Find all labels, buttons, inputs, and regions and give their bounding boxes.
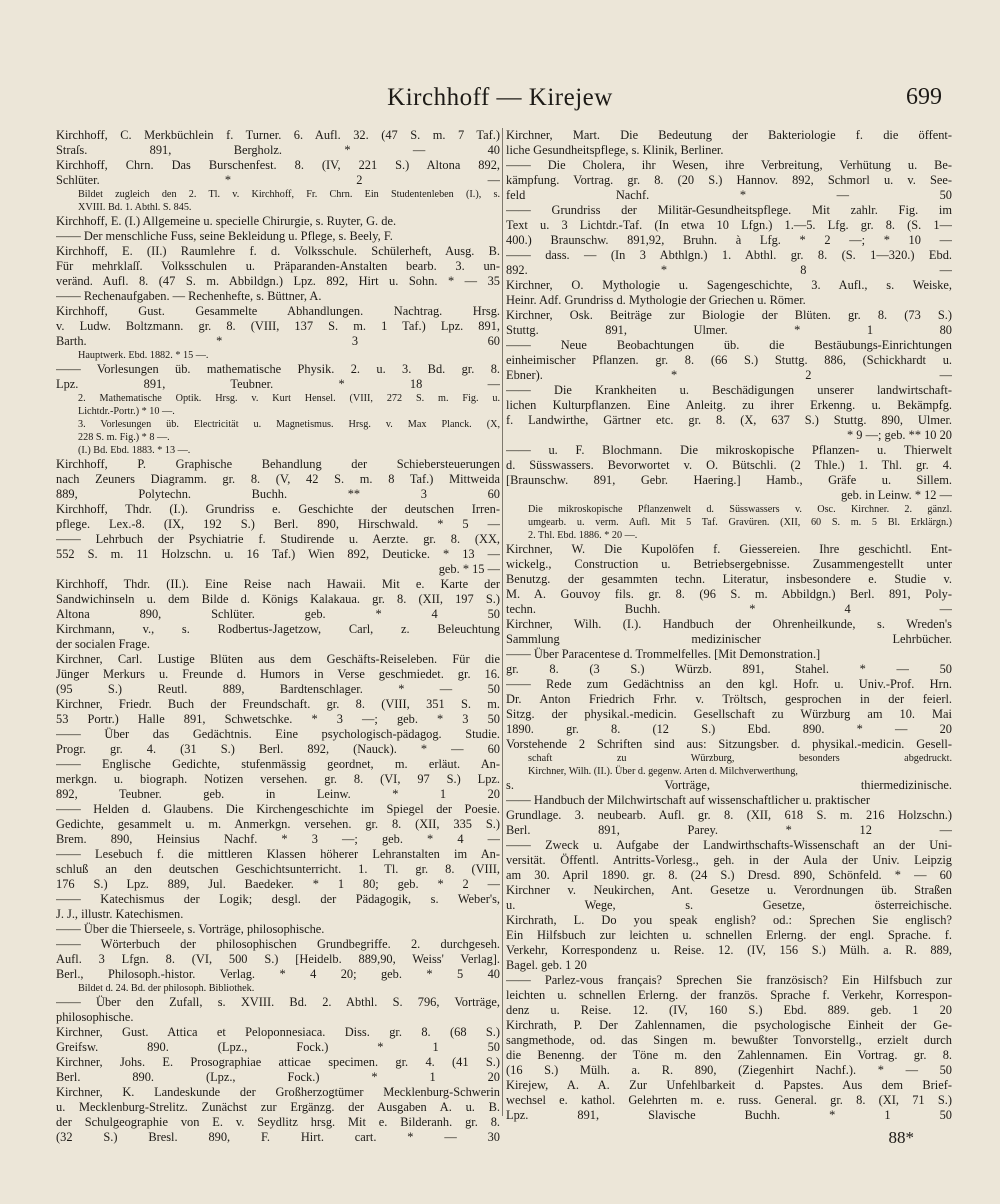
entry-line: —— Vorlesungen üb. mathematische Physik. 2. u. 3. Bd. gr. 8.: [56, 362, 500, 376]
entry-line: Kirchner, Wilh. (II.). Über d. gegenw. Arten d. Milchverwerthung,: [528, 766, 798, 777]
entry-line: Kirchhoff, Gust. Gesammelte Abhandlungen. Nachtrag. Hrsg.: [56, 304, 500, 318]
entry-line: —— Rede zum Gedächtniss an den kgl. Hofr. u. Univ.-Prof. Hrn.: [506, 677, 952, 691]
entry-line: Kirchmann, v., s. Rodbertus-Jagetzow, Carl, z. Beleuchtung: [56, 622, 500, 636]
entry-line: leichten u. schnellen Erlerng. der französ. Sprache f. Verkehr, Korrespon-: [506, 988, 952, 1002]
entry-line: u. Mecklenburg-Strelitz. Zunächst zur Ergänzg. der Ausgaben A. u. B.: [56, 1100, 500, 1114]
entry-line: der socialen Frage.: [56, 637, 150, 651]
entry-line: Altona 890, Schlüter. geb. * 4 50: [56, 607, 500, 621]
entry-line: —— Grundriss der Militär-Gesundheitspflege. Mit zahlr. Fig. im: [506, 203, 952, 217]
entry-line: gr. 8. (3 S.) Würzb. 891, Stahel. * — 50: [506, 662, 952, 676]
entry-line: Brem. 890, Heinsius Nachf. * 3 —; geb. * 4 —: [56, 832, 500, 846]
entry-line: (95 S.) Reutl. 889, Bardtenschlager. * — 50: [56, 682, 500, 696]
entry-line: 228 S. m. Fig.) * 8 —.: [78, 432, 170, 443]
entry-line: liche Gesundheitspflege, s. Klinik, Berliner.: [506, 143, 724, 157]
entry-line: Kirchhoff, Thdr. (II.). Eine Reise nach Hawaii. Mit e. Karte der: [56, 577, 500, 591]
entry-line: u. Wege, s. Gesetze, österreichische.: [506, 898, 952, 912]
entry-line: Sammlung medizinischer Lehrbücher.: [506, 632, 952, 646]
entry-line: Kirchner, Johs. E. Prosographiae atticae specimen. gr. 4. (41 S.): [56, 1055, 500, 1069]
entry-line: * 9 —; geb. ** 10 20: [847, 428, 952, 442]
entry-line: Kirchner, Mart. Die Bedeutung der Bakteriologie f. die öffent-: [506, 128, 952, 142]
entry-line: 3. Vorlesungen üb. Electricität u. Magnetismus. Hrsg. v. Max Planck. (X,: [78, 419, 500, 430]
entry-line: J. J., illustr. Katechismen.: [56, 907, 184, 921]
entry-line: Vorstehende 2 Schriften sind aus: Sitzungsber. d. physikal.-medicin. Gesell-: [506, 737, 952, 751]
entry-line: wechsel e. kathol. Gelehrten m. e. russ. General. gr. 8. (XI, 71 S.): [506, 1093, 952, 1107]
entry-line: s. Vorträge, thiermedizinische.: [506, 778, 952, 792]
entry-line: —— Lehrbuch der Psychiatrie f. Studirende u. Aerzte. gr. 8. (XX,: [56, 532, 500, 546]
entry-line: Die mikroskopische Pflanzenwelt d. Süsswassers v. Osc. Kirchner. 2. gänzl.: [528, 504, 952, 515]
entry-line: Jünger Merkurs u. Freunde d. Humors in Verse geschmiedet. gr. 16.: [56, 667, 500, 681]
entry-line: Kirchner v. Neukirchen, Ant. Gesetze u. Verordnungen üb. Straßen: [506, 883, 952, 897]
entry-line: versität. Öffentl. Antritts-Vorlesg., geh. in der Aula der Univ. Leipzig: [506, 853, 952, 867]
entry-line: —— u. F. Blochmann. Die mikroskopische Pflanzen- u. Thierwelt: [506, 443, 952, 457]
entry-line: umgearb. u. verm. Aufl. Mit 5 Taf. Gravüren. (XII, 60 S. m. 5 Bl. Erklärgn.): [528, 517, 952, 528]
right-column: [506, 128, 952, 1123]
entry-line: Bagel. geb. 1 20: [506, 958, 587, 972]
entry-line: —— Helden d. Glaubens. Die Kirchengeschichte im Spiegel der Poesie.: [56, 802, 500, 816]
entry-line: Kirchner, Carl. Lustige Blüten aus dem Geschäfts-Reiseleben. Für die: [56, 652, 500, 666]
entry-line: Stuttg. 891, Ulmer. * 1 80: [506, 323, 952, 337]
entry-line: 53 Portr.) Halle 891, Schwetschke. * 3 —; geb. * 3 50: [56, 712, 500, 726]
entry-line: 400.) Braunschw. 891,92, Bruhn. à Lfg. * 2 —; * 10 —: [506, 233, 952, 247]
entry-line: 2. Thl. Ebd. 1886. * 20 —.: [528, 530, 638, 541]
page-number: 699: [906, 84, 942, 110]
entry-line: kämpfung. Vortrag. gr. 8. (20 S.) Hannov. 892, Schmorl u. v. See-: [506, 173, 952, 187]
entry-line: Kirchner, Osk. Beiträge zur Biologie der Blüten. gr. 8. (73 S.): [506, 308, 952, 322]
entry-line: —— Der menschliche Fuss, seine Bekleidung u. Pflege, s. Beely, F.: [56, 229, 393, 243]
entry-line: Kirchhoff, E. (II.) Raumlehre f. d. Volksschule. Schülerheft, Ausg. B.: [56, 244, 500, 258]
entry-line: (32 S.) Bresl. 890, F. Hirt. cart. * — 30: [56, 1130, 500, 1144]
entry-line: Sitzg. der physikal.-medicin. Gesellschaft zu Würzburg am 10. Mai: [506, 707, 952, 721]
entry-line: Aufl. 3 Lfgn. 8. (VI, 500 S.) [Heidelb. 889,90, Weiss' Verlag].: [56, 952, 500, 966]
entry-line: Kirejew, A. A. Zur Unfehlbarkeit d. Papstes. Aus dem Brief-: [506, 1078, 952, 1092]
entry-line: —— Die Cholera, ihr Wesen, ihre Verbreitung, Verhütung u. Be-: [506, 158, 952, 172]
entry-line: —— Rechenaufgaben. — Rechenhefte, s. Büttner, A.: [56, 289, 322, 303]
entry-line: veränd. Aufl. 8. (47 S. m. Abbildgn.) Lpz. 892, Hirt u. Sohn. * — 35: [56, 274, 500, 288]
page-header: [0, 84, 1000, 118]
entry-line: Lpz. 891, Slavische Buchh. * 1 50: [506, 1108, 952, 1122]
entry-line: Verkehr, Korrespondenz u. Reise. 12. (IV, 156 S.) Mülh. a. R. 889,: [506, 943, 952, 957]
entry-line: Kirchhoff, E. (I.) Allgemeine u. specielle Chirurgie, s. Ruyter, G. de.: [56, 214, 397, 228]
entry-line: Kirchner, W. Die Kupolöfen f. Giessereien. Ihre geschichtl. Ent-: [506, 542, 952, 556]
entry-line: f. Landwirthe, Gärtner etc. gr. 8. (X, 637 S.) Stuttg. 890, Ulmer.: [506, 413, 952, 427]
entry-line: —— Neue Beobachtungen üb. die Bestäubungs-Einrichtungen: [506, 338, 952, 352]
entry-line: Schlüter. * 2 —: [56, 173, 500, 187]
entry-line: 1890. gr. 8. (12 S.) Ebd. 890. * — 20: [506, 722, 952, 736]
entry-line: 889, Polytechn. Buchh. ** 3 60: [56, 487, 500, 501]
entry-line: Text u. 3 Lichtdr.-Taf. (In etwa 10 Lfgn.) 1.—5. Lfg. gr. 8. (S. 1—: [506, 218, 952, 232]
entry-line: —— Englische Gedichte, stufenmässig geordnet, m. erläut. An-: [56, 757, 500, 771]
entry-line: (16 S.) Mülh. a. R. 890, (Ziegenhirt Nachf.). * — 50: [506, 1063, 952, 1077]
entry-line: 176 S.) Lpz. 889, Jul. Baedeker. * 1 80; geb. * 2 —: [56, 877, 500, 891]
column-divider: [502, 128, 503, 1116]
entry-line: Greifsw. 890. (Lpz., Fock.) * 1 50: [56, 1040, 500, 1054]
entry-line: (I.) Bd. Ebd. 1883. * 13 —.: [78, 445, 191, 456]
entry-line: 892, Teubner. geb. in Leinw. * 1 20: [56, 787, 500, 801]
entry-line: pflege. Lex.-8. (IX, 192 S.) Berl. 890, Hirschwald. * 5 —: [56, 517, 500, 531]
entry-line: —— Über den Zufall, s. XVIII. Bd. 2. Abthl. S. 796, Vorträge,: [56, 995, 500, 1009]
entry-line: Benutzg. der gesammten techn. Literatur, insbesondere e. Studie v.: [506, 572, 952, 586]
entry-line: Gedichte, gesammelt u. m. Anmerkgn. versehen. gr. 8. (XII, 335 S.): [56, 817, 500, 831]
entry-line: merkgn. u. biograph. Notizen versehen. gr. 8. (VI, 97 S.) Lpz.: [56, 772, 500, 786]
entry-line: feld Nachf. * — 50: [506, 188, 952, 202]
running-title: Kirchhoff — Kirejew: [387, 84, 613, 111]
entry-line: Kirchhoff, C. Merkbüchlein f. Turner. 6. Aufl. 32. (47 S. m. 7 Taf.): [56, 128, 500, 142]
entry-line: schaft zu Würzburg, besonders abgedruckt.: [528, 753, 952, 764]
entry-line: —— dass. — (In 3 Abthlgn.) 1. Abthl. gr. 8. (S. 1—320.) Ebd.: [506, 248, 952, 262]
entry-line: XVIII. Bd. 1. Abthl. S. 845.: [78, 202, 192, 213]
entry-line: Für mehrklaſſ. Volksschulen u. Präparanden-Anstalten bearb. 3. un-: [56, 259, 500, 273]
entry-line: —— Über das Gedächtnis. Eine psychologisch-pädagog. Studie.: [56, 727, 500, 741]
entry-line: Sandwichinseln u. dem Bilde d. Königs Kalakaua. gr. 8. (XII, 197 S.): [56, 592, 500, 606]
entry-line: Kirchrath, P. Der Zahlennamen, die psychologische Einheit der Ge-: [506, 1018, 952, 1032]
entry-line: Dr. Anton Friedrich Frhr. v. Tröltsch, gesprochen in der feierl.: [506, 692, 952, 706]
entry-line: nach Zeuners Diagramm. gr. 8. (V, 42 S. m. 8 Taf.) Mittweida: [56, 472, 500, 486]
entry-line: —— Parlez-vous français? Sprechen Sie französisch? Ein Hilfsbuch zur: [506, 973, 952, 987]
entry-line: Bildet zugleich den 2. Tl. v. Kirchhoff, Fr. Chrn. Ein Studentenleben (I.), s.: [78, 189, 500, 200]
entry-line: schluß an den deutschen Geschichtsunterricht. 1. Tl. gr. 8. (VIII,: [56, 862, 500, 876]
entry-line: —— Handbuch der Milchwirtschaft auf wissenschaftlicher u. praktischer: [506, 793, 871, 807]
entry-line: Berl. 891, Parey. * 12 —: [506, 823, 952, 837]
entry-line: philosophische.: [56, 1010, 134, 1024]
entry-line: der Schulgeographie von E. v. Seydlitz hrsg. Mit e. Bilderanh. gr. 8.: [56, 1115, 500, 1129]
entry-line: —— Über Paracentese d. Trommelfelles. [Mit Demonstration.]: [506, 647, 821, 661]
entry-line: wickelg., Construction u. Betriebsergebnisse. Zusammengestellt unter: [506, 557, 952, 571]
entry-line: Kirchner, Wilh. (I.). Handbuch der Ohrenheilkunde, s. Wreden's: [506, 617, 952, 631]
entry-line: einheimischer Pflanzen. gr. 8. (66 S.) Stuttg. 886, (Schickhardt u.: [506, 353, 952, 367]
entry-line: geb. * 15 —: [438, 562, 500, 576]
entry-line: Ein Hilfsbuch zur leichten u. schnellen Erlerng. der engl. Sprache. f.: [506, 928, 952, 942]
entry-line: Kirchner, K. Landeskunde der Großherzogtümer Mecklenburg-Schwerin: [56, 1085, 500, 1099]
left-column: [56, 128, 500, 1145]
entry-line: Kirchhoff, Chrn. Das Burschenfest. 8. (IV, 221 S.) Altona 892,: [56, 158, 500, 172]
entry-line: Bildet d. 24. Bd. der philosoph. Bibliothek.: [78, 983, 255, 994]
entry-line: Heinr. Adf. Grundriss d. Mythologie der Griechen u. Römer.: [506, 293, 806, 307]
entry-line: —— Katechismus der Logik; desgl. der Pädagogik, s. Weber's,: [56, 892, 500, 906]
entry-line: 2. Mathematische Optik. Hrsg. v. Kurt Hensel. (VIII, 272 S. m. Fig. u.: [78, 393, 500, 404]
entry-line: Kirchner, Friedr. Buch der Freundschaft. gr. 8. (VIII, 351 S. m.: [56, 697, 500, 711]
entry-line: Grundlage. 3. neubearb. Aufl. gr. 8. (XII, 618 S. m. 216 Holzschn.): [506, 808, 952, 822]
entry-line: —— Die Krankheiten u. Beschädigungen unserer landwirtschaft-: [506, 383, 952, 397]
entry-line: Lpz. 891, Teubner. * 18 —: [56, 377, 500, 391]
entry-line: M. A. Gouvoy fils. gr. 8. (96 S. m. Abbildgn.) Berl. 891, Poly-: [506, 587, 952, 601]
entry-line: sangmethode, od. das Singen m. bewußter Tonvorstellg., erzielt durch: [506, 1033, 952, 1047]
entry-line: Kirchner, O. Mythologie u. Sagengeschichte, 3. Aufl., s. Weiske,: [506, 278, 952, 292]
entry-line: die Benenng. der Töne m. den Zahlennamen. Ein Vortrag. gr. 8.: [506, 1048, 952, 1062]
entry-line: —— Wörterbuch der philosophischen Grundbegriffe. 2. durchgeseh.: [56, 937, 500, 951]
entry-line: geb. in Leinw. * 12 —: [840, 488, 952, 502]
entry-line: techn. Buchh. * 4 —: [506, 602, 952, 616]
entry-line: —— Zweck u. Aufgabe der Landwirthschafts-Wissenschaft an der Uni-: [506, 838, 952, 852]
entry-line: [Braunschw. 891, Gebr. Haering.] Hamb., Gräfe u. Sillem.: [506, 473, 952, 487]
entry-line: Lichtdr.-Portr.) * 10 —.: [78, 406, 175, 417]
entry-line: lichen Kulturpflanzen. Eine Anleitg. zu ihrer Erkenng. u. Bekämpfg.: [506, 398, 952, 412]
entry-line: Kirchhoff, P. Graphische Behandlung der Schiebersteuerungen: [56, 457, 500, 471]
entry-line: Berl., Philosoph.-histor. Verlag. * 4 20; geb. * 5 40: [56, 967, 500, 981]
entry-line: Progr. gr. 4. (31 S.) Berl. 892, (Nauck). * — 60: [56, 742, 500, 756]
entry-line: Kirchner, Gust. Attica et Peloponnesiaca. Diss. gr. 8. (68 S.): [56, 1025, 500, 1039]
entry-line: am 30. April 1890. gr. 8. (24 S.) Dresd. 890, Schönfeld. * — 60: [506, 868, 952, 882]
entry-line: Hauptwerk. Ebd. 1882. * 15 —.: [78, 350, 209, 361]
entry-line: Barth. * 3 60: [56, 334, 500, 348]
entry-line: Ebner). * 2 —: [506, 368, 952, 382]
entry-line: —— Über die Thierseele, s. Vorträge, philosophische.: [56, 922, 325, 936]
entry-line: Kirchrath, L. Do you speak english? od.: Sprechen Sie englisch?: [506, 913, 952, 927]
entry-line: —— Lesebuch f. die mittleren Klassen höherer Lehranstalten im An-: [56, 847, 500, 861]
entry-line: 892. * 8 —: [506, 263, 952, 277]
entry-line: denz u. Reise. 12. (IV, 160 S.) Ebd. 889. geb. 1 20: [506, 1003, 952, 1017]
entry-line: Kirchhoff, Thdr. (I.). Grundriss e. Geschichte der deutschen Irren-: [56, 502, 500, 516]
entry-line: v. Ludw. Boltzmann. gr. 8. (VIII, 137 S. m. 1 Taf.) Lpz. 891,: [56, 319, 500, 333]
entry-line: Berl. 890. (Lpz., Fock.) * 1 20: [56, 1070, 500, 1084]
signature-mark: 88*: [888, 1128, 914, 1147]
entry-line: 552 S. m. 11 Holzschn. u. 16 Taf.) Wien 892, Deuticke. * 13 —: [56, 547, 500, 561]
entry-line: Straſs. 891, Bergholz. * — 40: [56, 143, 500, 157]
entry-line: d. Süsswassers. Bevorwortet v. O. Bütschli. (2 Thle.) 1. Thl. gr. 4.: [506, 458, 952, 472]
